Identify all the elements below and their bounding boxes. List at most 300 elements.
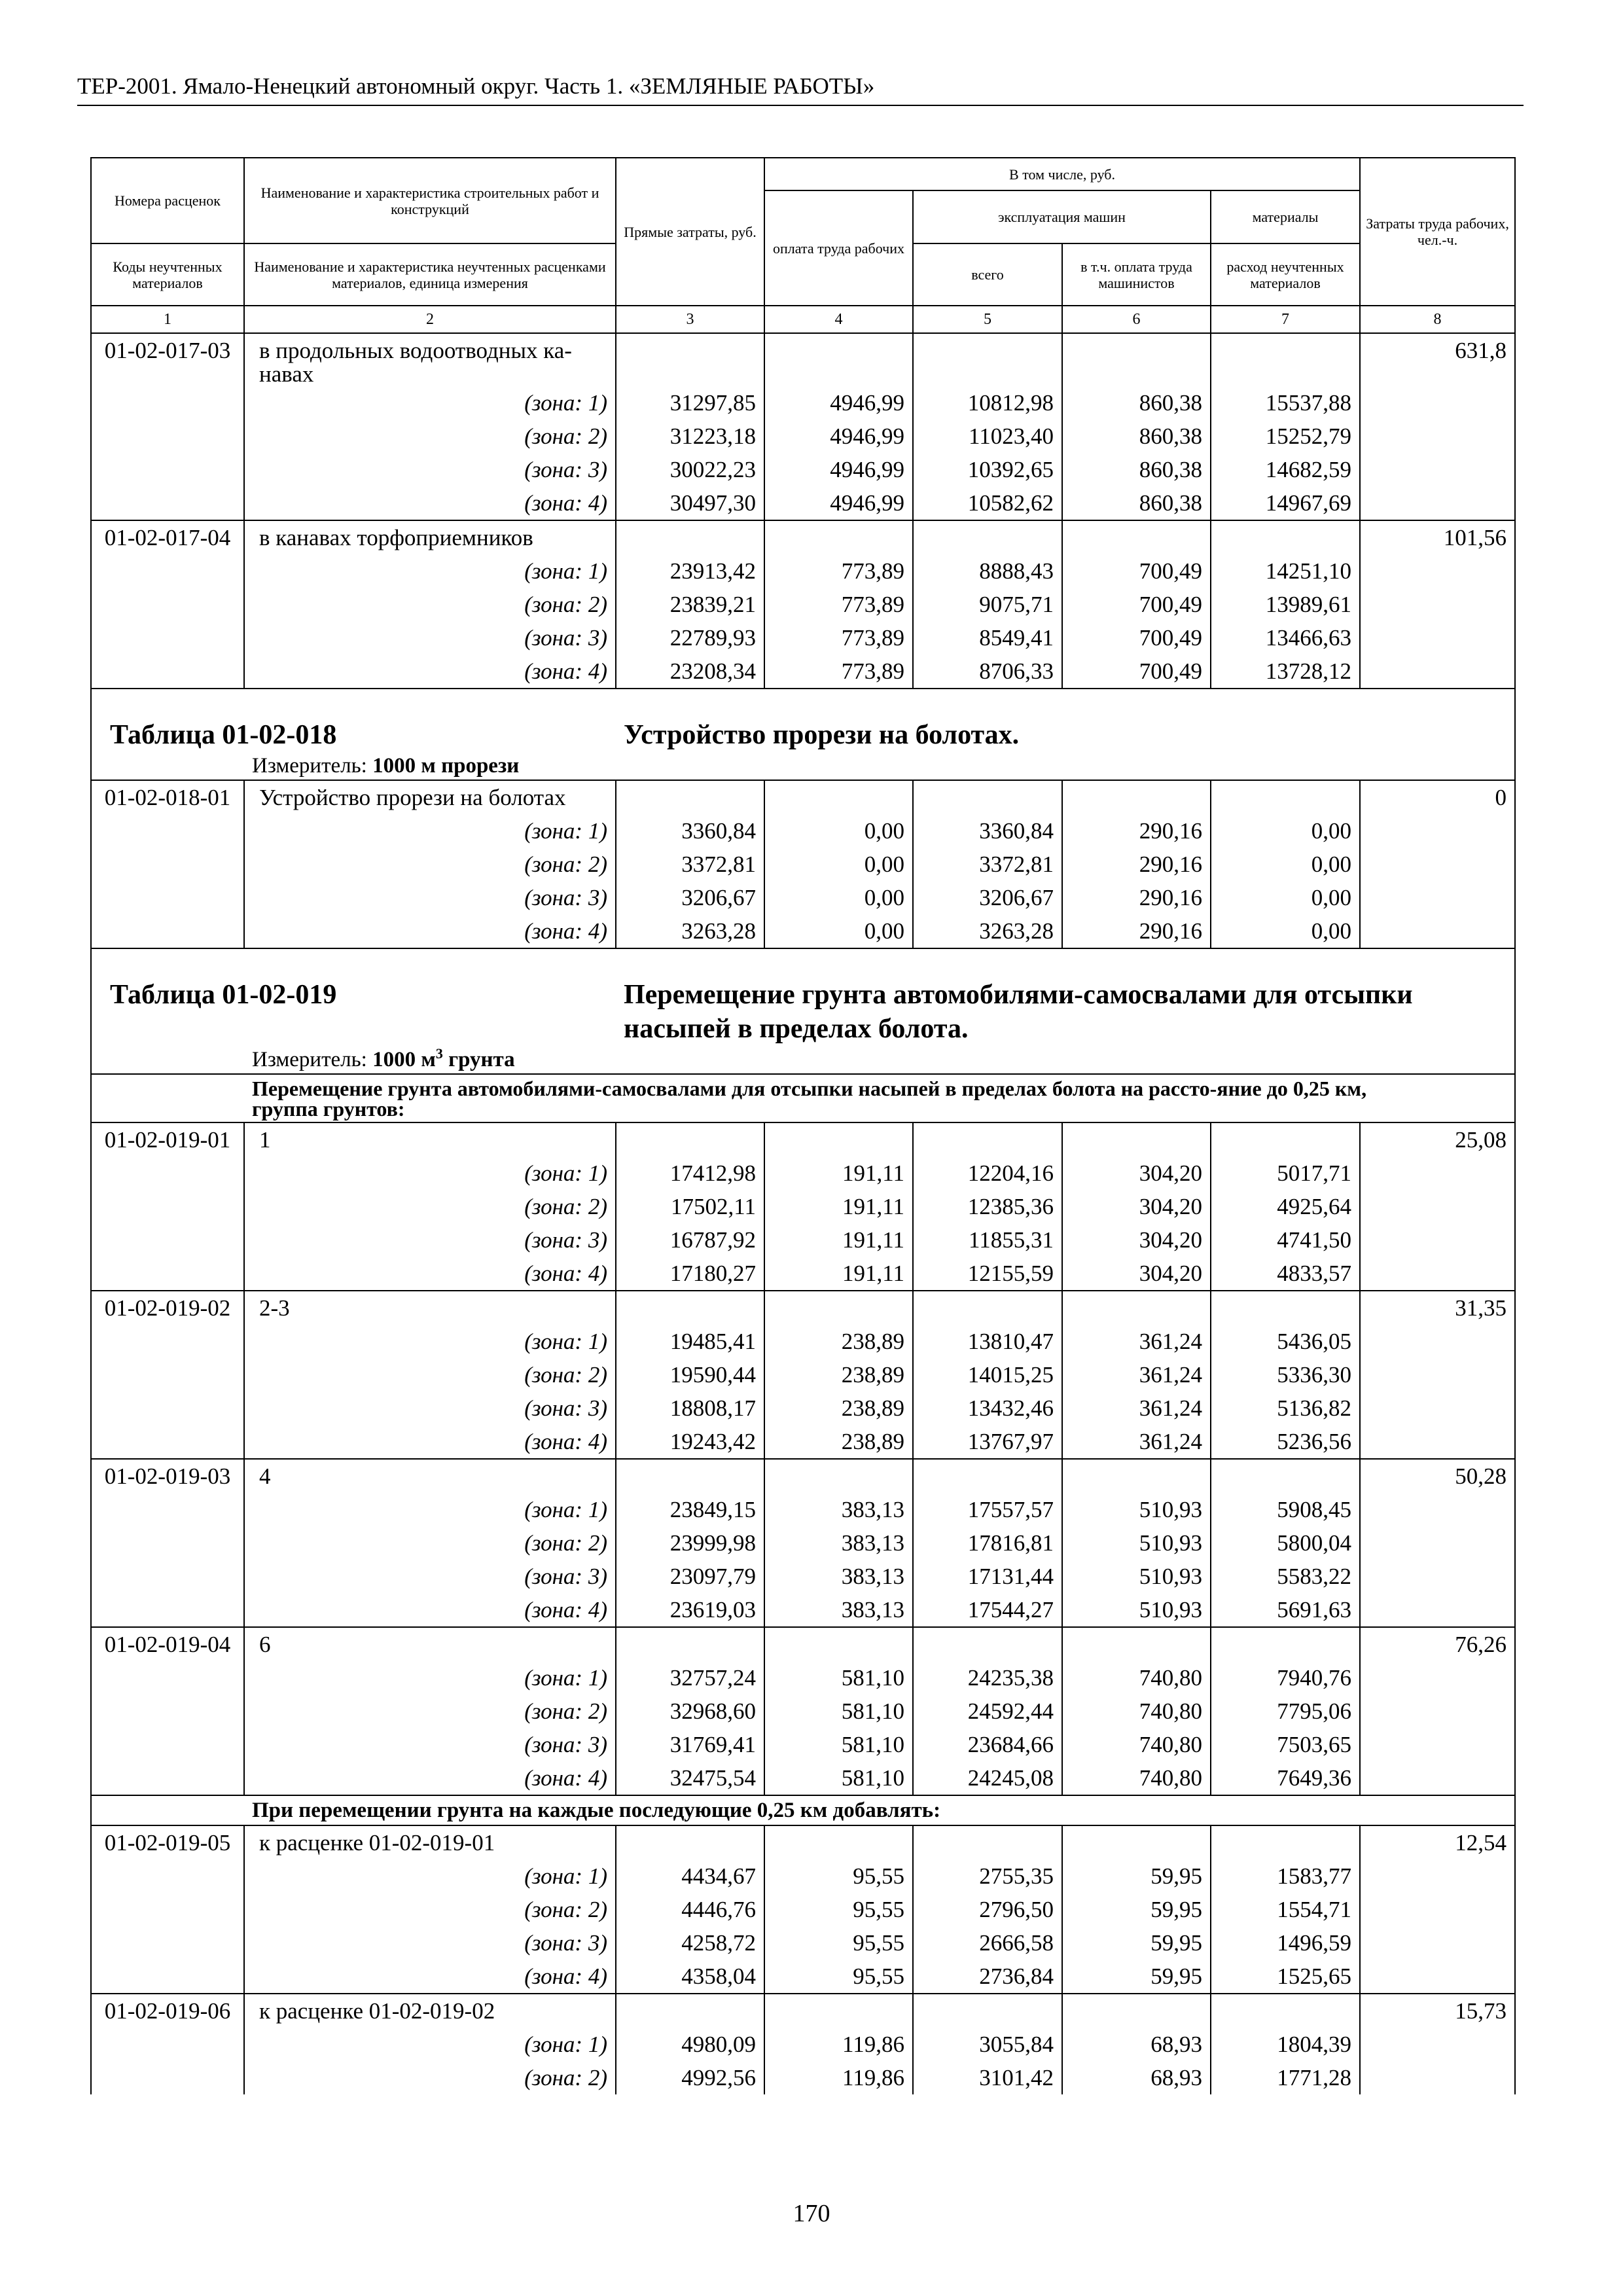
rate-code: 01-02-019-04 [91,1627,244,1661]
price-value: 700,49 [1062,554,1211,588]
table-cell [1360,486,1515,520]
column-number: 7 [1211,306,1360,333]
price-value: 740,80 [1062,1728,1211,1761]
table-cell [1360,420,1515,453]
price-value: 5800,04 [1211,1526,1360,1560]
table-cell [91,1074,244,1122]
table-cell [1360,655,1515,689]
labor-cost: 15,73 [1360,1994,1515,2028]
price-value: 23913,42 [616,554,764,588]
table-cell [91,1795,244,1825]
price-value: 5236,56 [1211,1425,1360,1459]
zone-label: (зона: 1) [244,1493,616,1526]
table-cell [1360,1859,1515,1893]
price-value: 17544,27 [913,1593,1062,1627]
rate-row [91,1994,1515,2028]
table-cell [91,655,244,689]
measure-label: Измеритель: [252,1048,373,1071]
table-cell [91,914,244,948]
table-cell [764,333,913,386]
price-value: 700,49 [1062,588,1211,621]
price-value: 30497,30 [616,486,764,520]
table-cell [1211,1627,1360,1661]
price-value: 4833,57 [1211,1257,1360,1291]
zone-label: (зона: 2) [244,848,616,881]
table-cell [1360,2028,1515,2061]
col-header-codes: Коды неучтенных материалов [91,243,244,306]
zone-row [91,1859,1515,1893]
price-value: 0,00 [1211,914,1360,948]
price-value: 0,00 [764,914,913,948]
measure-sup: 3 [435,1045,443,1062]
table-cell [91,752,244,780]
table-cell [1360,1157,1515,1190]
zone-row [91,1526,1515,1560]
page-number: 170 [793,2200,830,2227]
zone-row [91,655,1515,689]
table-cell [913,780,1062,814]
price-value: 2755,35 [913,1859,1062,1893]
price-value: 12204,16 [913,1157,1062,1190]
rate-code: 01-02-019-03 [91,1459,244,1493]
price-value: 13810,47 [913,1325,1062,1358]
price-value: 13728,12 [1211,655,1360,689]
rate-name: в канавах торфоприемников [244,520,616,554]
zone-label: (зона: 3) [244,453,616,486]
measure [244,1046,1515,1074]
table-cell [91,1560,244,1593]
price-value: 31769,41 [616,1728,764,1761]
labor-cost: 101,56 [1360,520,1515,554]
price-value: 383,13 [764,1493,913,1526]
zone-label: (зона: 3) [244,1391,616,1425]
zone-row [91,881,1515,914]
price-value: 11023,40 [913,420,1062,453]
rate-code: 01-02-018-01 [91,780,244,814]
rate-code: 01-02-017-04 [91,520,244,554]
table-cell [1360,453,1515,486]
zone-label: (зона: 4) [244,655,616,689]
price-value: 1554,71 [1211,1893,1360,1926]
price-value: 860,38 [1062,420,1211,453]
price-value: 4946,99 [764,386,913,420]
price-value: 59,95 [1062,1859,1211,1893]
price-value: 10812,98 [913,386,1062,420]
table-cell [91,1859,244,1893]
zone-label: (зона: 2) [244,588,616,621]
price-value: 7649,36 [1211,1761,1360,1795]
table-subtitle: При перемещении грунта на каждые последующие 0,25 км добавлять: [244,1795,1515,1825]
measure-label: Измеритель: [252,754,373,778]
price-value: 59,95 [1062,1893,1211,1926]
price-value: 31223,18 [616,420,764,453]
price-value: 5336,30 [1211,1358,1360,1391]
price-value: 5436,05 [1211,1325,1360,1358]
table-cell [91,1046,244,1074]
price-value: 31297,85 [616,386,764,420]
price-value: 191,11 [764,1223,913,1257]
price-value: 10392,65 [913,453,1062,486]
rate-name: 6 [244,1627,616,1661]
table-cell [91,1661,244,1695]
price-value: 14015,25 [913,1358,1062,1391]
zone-row [91,1425,1515,1459]
price-value: 3263,28 [913,914,1062,948]
table-cell [91,848,244,881]
zone-label: (зона: 1) [244,1661,616,1695]
price-value: 12385,36 [913,1190,1062,1223]
price-value: 361,24 [1062,1358,1211,1391]
price-value: 304,20 [1062,1223,1211,1257]
price-value: 5908,45 [1211,1493,1360,1526]
zone-label: (зона: 4) [244,486,616,520]
rate-row [91,333,1515,386]
price-value: 1583,77 [1211,1859,1360,1893]
rate-row [91,1459,1515,1493]
table-cell [913,1994,1062,2028]
price-value: 12155,59 [913,1257,1062,1291]
price-value: 30022,23 [616,453,764,486]
zone-row [91,1593,1515,1627]
zone-label: (зона: 2) [244,2061,616,2094]
price-value: 95,55 [764,1893,913,1926]
zone-label: (зона: 1) [244,814,616,848]
zone-row [91,1257,1515,1291]
zone-row [91,453,1515,486]
price-value: 1804,39 [1211,2028,1360,2061]
price-value: 5017,71 [1211,1157,1360,1190]
price-value: 8549,41 [913,621,1062,655]
table-cell [91,1526,244,1560]
table-cell [764,1825,913,1859]
price-value: 3372,81 [616,848,764,881]
table-cell [1211,1122,1360,1157]
zone-row [91,1761,1515,1795]
table-cell [91,621,244,655]
price-value: 383,13 [764,1560,913,1593]
price-value: 68,93 [1062,2028,1211,2061]
price-value: 9075,71 [913,588,1062,621]
table-cell [1360,1223,1515,1257]
price-value: 7795,06 [1211,1695,1360,1728]
price-value: 361,24 [1062,1391,1211,1425]
table-cell [1360,1257,1515,1291]
table-cell [1360,1695,1515,1728]
price-value: 4946,99 [764,453,913,486]
price-value: 581,10 [764,1761,913,1795]
price-value: 95,55 [764,1926,913,1960]
price-value: 17180,27 [616,1257,764,1291]
zone-row [91,1695,1515,1728]
measure-unit: 1000 м прорези [372,754,520,778]
price-value: 32757,24 [616,1661,764,1695]
table-cell [91,881,244,914]
zone-row [91,1157,1515,1190]
price-value: 4446,76 [616,1893,764,1926]
table-cell [91,486,244,520]
table-cell [616,780,764,814]
zone-row [91,420,1515,453]
zone-label: (зона: 1) [244,554,616,588]
price-value: 95,55 [764,1960,913,1994]
table-cell [91,2028,244,2061]
rate-name: Устройство прорези на болотах [244,780,616,814]
price-value: 13466,63 [1211,621,1360,655]
col-header-direct: Прямые затраты, руб. [616,158,764,306]
price-value: 95,55 [764,1859,913,1893]
price-value: 19590,44 [616,1358,764,1391]
labor-cost: 76,26 [1360,1627,1515,1661]
zone-label: (зона: 3) [244,1560,616,1593]
column-number: 6 [1062,306,1211,333]
price-value: 740,80 [1062,1695,1211,1728]
col-header-num: Номера расценок [91,158,244,243]
price-value: 8888,43 [913,554,1062,588]
price-value: 4946,99 [764,420,913,453]
price-value: 700,49 [1062,621,1211,655]
price-value: 13432,46 [913,1391,1062,1425]
table-cell [91,1425,244,1459]
table-cell [1211,1994,1360,2028]
table-cell [91,1761,244,1795]
table-cell [91,814,244,848]
table-cell [91,386,244,420]
column-number: 5 [913,306,1062,333]
labor-cost: 25,08 [1360,1122,1515,1157]
price-value: 2796,50 [913,1893,1062,1926]
table-cell [764,1459,913,1493]
price-value: 5691,63 [1211,1593,1360,1627]
table-cell [91,1960,244,1994]
col-header-materials-cons: расход неучтенных материалов [1211,243,1360,306]
price-value: 740,80 [1062,1761,1211,1795]
zone-row [91,1728,1515,1761]
table-cell [91,453,244,486]
rate-name: к расценке 01-02-019-02 [244,1994,616,2028]
zone-row [91,588,1515,621]
table-cell [1211,333,1360,386]
zone-row [91,621,1515,655]
price-value: 1771,28 [1211,2061,1360,2094]
rate-code: 01-02-019-05 [91,1825,244,1859]
table-cell [1360,1425,1515,1459]
price-value: 304,20 [1062,1190,1211,1223]
rate-code: 01-02-019-06 [91,1994,244,2028]
table-cell [91,1190,244,1223]
table-cell [1062,1122,1211,1157]
table-cell [764,1994,913,2028]
subtitle-row [91,1074,1515,1122]
table-cell [1360,914,1515,948]
price-value: 23839,21 [616,588,764,621]
table-cell [616,1291,764,1325]
price-value: 24592,44 [913,1695,1062,1728]
rate-name: 4 [244,1459,616,1493]
price-value: 19243,42 [616,1425,764,1459]
price-value: 32968,60 [616,1695,764,1728]
price-value: 2736,84 [913,1960,1062,1994]
zone-row [91,1325,1515,1358]
price-value: 290,16 [1062,814,1211,848]
table-cell [1062,1994,1211,2028]
price-value: 3372,81 [913,848,1062,881]
table-cell [1360,588,1515,621]
price-value: 290,16 [1062,914,1211,948]
price-value: 2666,58 [913,1926,1062,1960]
table-cell [1360,881,1515,914]
table-title: Устройство прорези на болотах. [616,689,1515,752]
price-value: 4992,56 [616,2061,764,2094]
zone-label: (зона: 2) [244,1358,616,1391]
zone-label: (зона: 4) [244,1761,616,1795]
zone-row [91,1358,1515,1391]
table-cell [1062,1291,1211,1325]
price-value: 4358,04 [616,1960,764,1994]
table-cell [913,520,1062,554]
price-value: 15537,88 [1211,386,1360,420]
header-rule [77,105,1524,106]
price-value: 24245,08 [913,1761,1062,1795]
labor-cost: 631,8 [1360,333,1515,386]
table-cell [1360,814,1515,848]
price-value: 304,20 [1062,1157,1211,1190]
table-cell [1211,1291,1360,1325]
zone-label: (зона: 4) [244,914,616,948]
zone-label: (зона: 3) [244,1728,616,1761]
col-header-wage: оплата труда рабочих [764,190,913,306]
column-number: 2 [244,306,616,333]
price-value: 14682,59 [1211,453,1360,486]
zone-label: (зона: 4) [244,1425,616,1459]
zone-label: (зона: 3) [244,621,616,655]
zone-row [91,1493,1515,1526]
labor-cost: 31,35 [1360,1291,1515,1325]
price-value: 59,95 [1062,1926,1211,1960]
price-value: 3360,84 [913,814,1062,848]
price-value: 361,24 [1062,1425,1211,1459]
price-value: 119,86 [764,2028,913,2061]
table-cell [1360,1893,1515,1926]
price-value: 0,00 [764,814,913,848]
table-cell [764,1627,913,1661]
table-cell [91,420,244,453]
column-numbers-row [91,306,1515,333]
price-value: 383,13 [764,1593,913,1627]
price-value: 23684,66 [913,1728,1062,1761]
price-value: 0,00 [1211,848,1360,881]
price-value: 700,49 [1062,655,1211,689]
price-value: 3101,42 [913,2061,1062,2094]
table-cell [764,520,913,554]
price-value: 23849,15 [616,1493,764,1526]
price-value: 191,11 [764,1257,913,1291]
table-cell [1360,1190,1515,1223]
price-value: 7940,76 [1211,1661,1360,1695]
table-cell [91,1926,244,1960]
zone-label: (зона: 1) [244,1157,616,1190]
table-cell [91,1358,244,1391]
price-value: 860,38 [1062,386,1211,420]
zone-row [91,1223,1515,1257]
table-cell [91,1593,244,1627]
price-value: 238,89 [764,1425,913,1459]
price-value: 191,11 [764,1157,913,1190]
price-value: 581,10 [764,1695,913,1728]
price-value: 13989,61 [1211,588,1360,621]
price-value: 304,20 [1062,1257,1211,1291]
col-header-total: всего [913,243,1062,306]
price-value: 68,93 [1062,2061,1211,2094]
column-number: 3 [616,306,764,333]
table-cell [764,1291,913,1325]
table-cell [1062,780,1211,814]
table-cell [91,554,244,588]
col-header-materials: материалы [1211,190,1360,243]
table-cell [1062,1825,1211,1859]
table-cell [1360,1926,1515,1960]
table-cell [1062,333,1211,386]
zone-row [91,2028,1515,2061]
table-cell [616,1122,764,1157]
table-cell [1360,1358,1515,1391]
zone-label: (зона: 3) [244,1926,616,1960]
zone-row [91,1893,1515,1926]
price-value: 15252,79 [1211,420,1360,453]
labor-cost: 50,28 [1360,1459,1515,1493]
table-cell [1360,621,1515,655]
price-value: 238,89 [764,1325,913,1358]
price-value: 5136,82 [1211,1391,1360,1425]
rate-name: к расценке 01-02-019-01 [244,1825,616,1859]
table-subtitle: Перемещение грунта автомобилями-самосвалами для отсыпки насыпей в пределах болота на рассто-яние до 0,25 км, группа грунтов: [244,1074,1515,1122]
rate-code: 01-02-017-03 [91,333,244,386]
table-cell [764,1122,913,1157]
price-value: 3263,28 [616,914,764,948]
table-cell [1360,1728,1515,1761]
rate-row [91,780,1515,814]
table-cell [91,1493,244,1526]
price-value: 1496,59 [1211,1926,1360,1960]
price-value: 59,95 [1062,1960,1211,1994]
zone-label: (зона: 1) [244,1859,616,1893]
table-cell [616,1627,764,1661]
table-title-row [91,689,1515,752]
rates-table [90,157,1516,2094]
price-value: 510,93 [1062,1493,1211,1526]
zone-label: (зона: 3) [244,881,616,914]
table-cell [1360,848,1515,881]
zone-label: (зона: 2) [244,420,616,453]
price-value: 290,16 [1062,848,1211,881]
price-value: 238,89 [764,1391,913,1425]
table-cell [1360,1526,1515,1560]
measure [244,752,1515,780]
table-cell [91,1257,244,1291]
price-value: 238,89 [764,1358,913,1391]
price-value: 3206,67 [616,881,764,914]
price-value: 4741,50 [1211,1223,1360,1257]
rate-name: в продольных водоотводных ка-навах [244,333,616,386]
measure-row [91,1046,1515,1074]
zone-row [91,1960,1515,1994]
price-value: 860,38 [1062,453,1211,486]
zone-label: (зона: 1) [244,2028,616,2061]
col-header-name: Наименование и характеристика строительных работ и конструкций [244,158,616,243]
price-value: 14251,10 [1211,554,1360,588]
price-value: 17131,44 [913,1560,1062,1593]
table-cell [1211,520,1360,554]
rate-code: 01-02-019-01 [91,1122,244,1157]
